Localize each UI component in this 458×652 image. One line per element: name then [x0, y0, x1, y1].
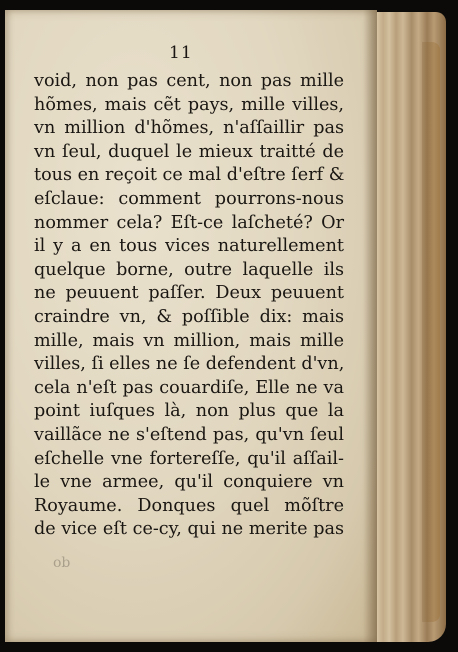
text-line: vn ſeul, duquel le mieux traitté de: [34, 141, 344, 162]
book-page: [5, 10, 377, 642]
catchword: ob: [53, 555, 71, 571]
text-line: cela n'eſt pas couardiſe, Elle ne va: [34, 377, 344, 398]
text-line: Royaume. Donques quel mõſtre: [34, 495, 344, 516]
text-line: tous en reçoit ce mal d'eſtre ſerf &: [34, 165, 345, 186]
text-line: nommer cela? Eſt-ce laſcheté? Or: [34, 212, 344, 233]
body-text: [34, 70, 344, 542]
page-number: 11: [169, 43, 193, 63]
text-line: il y a en tous vices naturellement: [34, 236, 344, 257]
page-edge-shadow: [363, 10, 377, 642]
text-line: vaillãce ne s'eſtend pas, qu'vn ſeul: [34, 424, 344, 445]
text-line: le vne armee, qu'il conquiere vn: [34, 472, 344, 493]
text-line: vn million d'hõmes, n'aſſaillir pas: [34, 118, 344, 139]
text-line: eſchelle vne fortereſſe, qu'il aſſail-: [34, 448, 344, 469]
text-line: quelque borne, outre laquelle ils: [34, 259, 344, 280]
text-line: point iuſques là, non plus que la: [34, 401, 344, 422]
text-line: ne peuuent paſſer. Deux peuuent: [34, 283, 344, 304]
text-line: eſclaue: comment pourrons-nous: [34, 188, 344, 209]
text-line: villes, ſi elles ne ſe defendent d'vn,: [34, 354, 345, 375]
text-line: mille, mais vn million, mais mille: [34, 330, 344, 351]
text-line: void, non pas cent, non pas mille: [34, 71, 344, 91]
text-line: hõmes, mais cẽt pays, mille villes,: [34, 94, 344, 115]
text-line: craindre vn, & poſſible dix: mais: [34, 306, 344, 327]
text-line: de vice eſt ce-cy, qui ne merite pas: [34, 519, 344, 540]
